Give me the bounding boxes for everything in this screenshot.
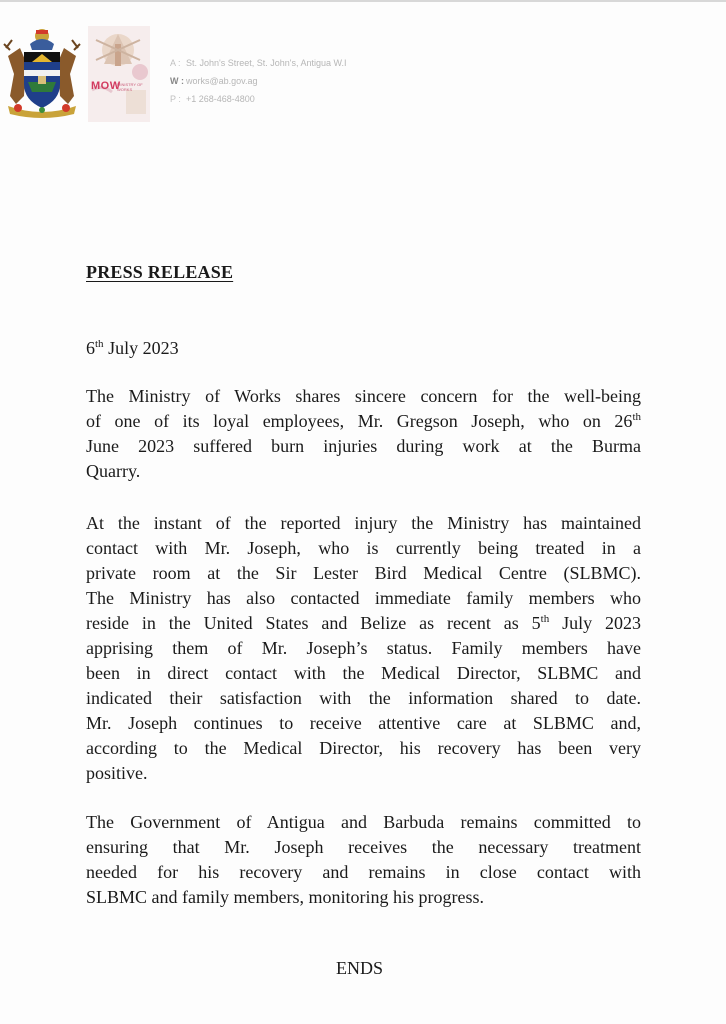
p3-line-2: ensuring that Mr. Joseph receives the necessary treatment	[86, 837, 641, 857]
page-title: PRESS RELEASE	[86, 262, 234, 282]
p2-line-5-sup: th	[540, 613, 550, 625]
p1-line-2-text: of one of its loyal employees, Mr. Gregson Joseph, who on 26	[86, 411, 633, 431]
p1-line-2	[86, 409, 641, 434]
address-text: St. John's Street, St. John's, Antigua W.I	[186, 58, 347, 68]
p2-line-5-text-a: reside in the United States and Belize as recent as 5	[86, 613, 541, 633]
p3-line-1: The Government of Antigua and Barbuda remains committed to	[86, 812, 641, 832]
p2-line-10: according to the Medical Director, his recovery has been very	[86, 738, 641, 758]
p1-line-2-sup: th	[632, 411, 641, 423]
p2-line-4: The Ministry has also contacted immediate family members who	[86, 588, 641, 608]
release-date	[86, 338, 179, 359]
web-row	[170, 72, 347, 90]
p2-line-2: contact with Mr. Joseph, who is currently being treated in a	[86, 538, 641, 558]
address-row	[170, 54, 347, 72]
contact-block	[170, 54, 347, 108]
p2-line-6: apprising them of Mr. Joseph’s status. Family members have	[86, 638, 641, 658]
paragraph-2	[86, 511, 641, 786]
p3-line-3: needed for his recovery and remains in close contact with	[86, 862, 641, 882]
date-suffix: th	[95, 338, 104, 350]
address-key: A :	[170, 58, 181, 68]
p2-line-5	[86, 611, 641, 636]
phone-text: +1 268-468-4800	[186, 94, 255, 104]
p2-line-8: indicated their satisfaction with the information shared to date.	[86, 688, 641, 708]
p2-line-7: been in direct contact with the Medical Director, SLBMC and	[86, 663, 641, 683]
p2-line-9: Mr. Joseph continues to receive attentive care at SLBMC and,	[86, 713, 641, 733]
date-rest: July 2023	[103, 338, 179, 358]
p2-line-5-text-b: July 2023	[549, 613, 641, 633]
phone-row	[170, 90, 347, 108]
p2-line-11: positive.	[86, 763, 148, 783]
paragraph-1	[86, 384, 641, 484]
p1-line-1: The Ministry of Works shares sincere concern for the well-being	[86, 386, 641, 406]
ministry-of-works-logo	[86, 26, 152, 122]
ends-marker: ENDS	[336, 958, 384, 978]
top-border	[0, 0, 726, 2]
coat-of-arms-logo	[2, 26, 82, 120]
date-day: 6	[86, 338, 95, 358]
web-text[interactable]: works@ab.gov.ag	[186, 76, 258, 86]
web-key: W :	[170, 76, 184, 86]
paragraph-3	[86, 810, 641, 910]
p1-line-3: June 2023 suffered burn injuries during work at the Burma	[86, 436, 641, 456]
p1-line-4: Quarry.	[86, 461, 141, 481]
phone-key: P :	[170, 94, 181, 104]
ministry-logo-subtext: MINISTRY OF WORKS	[117, 82, 143, 92]
ministry-logo-text: MOW	[91, 80, 121, 92]
p2-line-1: At the instant of the reported injury the Ministry has maintained	[86, 513, 641, 533]
p3-line-4: SLBMC and family members, monitoring his progress.	[86, 887, 484, 907]
p2-line-3: private room at the Sir Lester Bird Medical Centre (SLBMC).	[86, 563, 641, 583]
